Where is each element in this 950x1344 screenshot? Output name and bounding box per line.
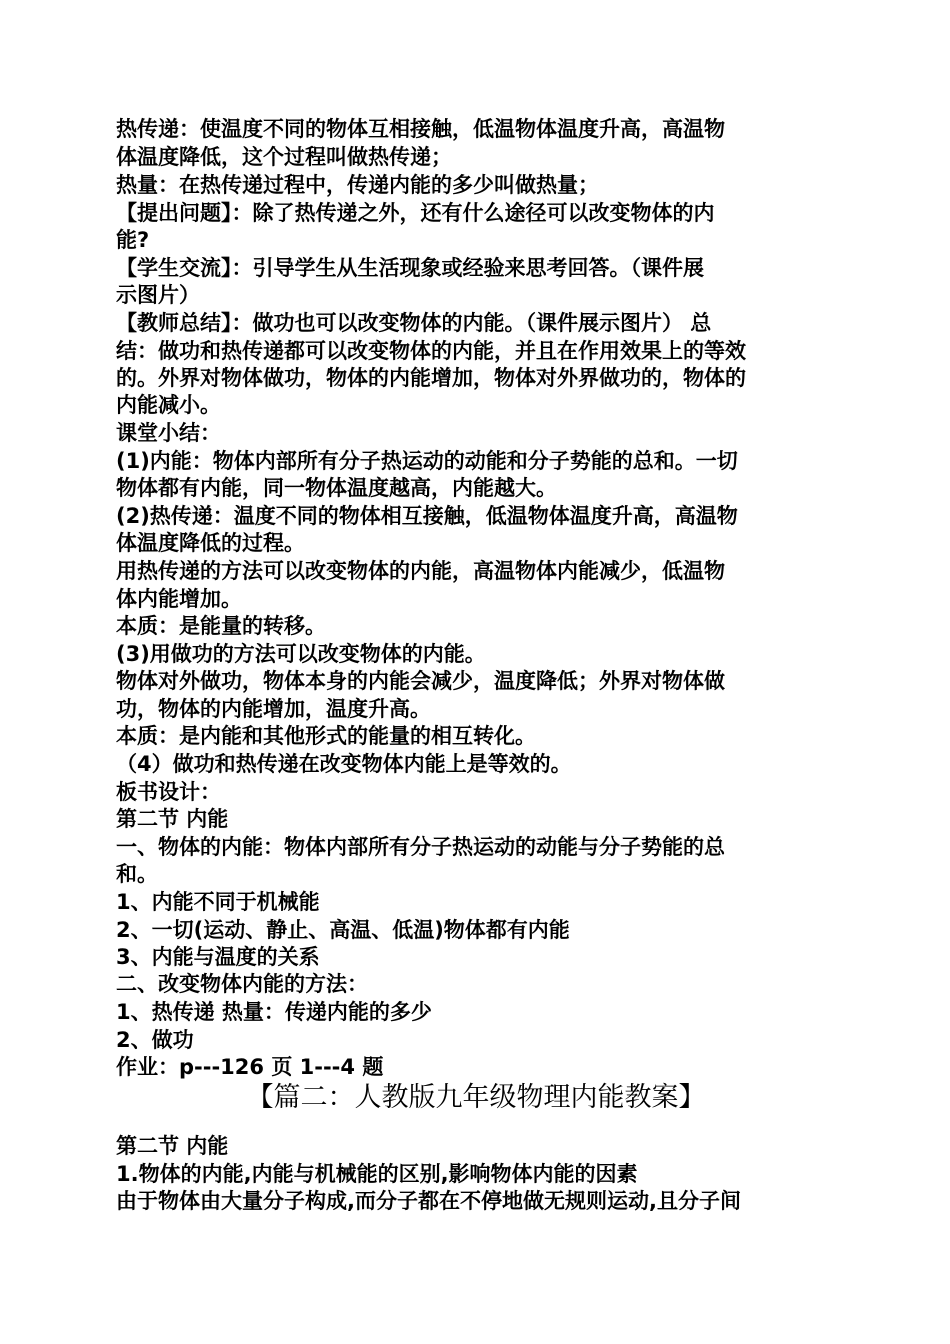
text-line: 课堂小结： [116, 421, 221, 445]
text-line: 【提出问题】：除了热传递之外，还有什么途径可以改变物体的内 [116, 201, 715, 225]
text-line: 作业：p---126 页 1---4 题 [116, 1055, 384, 1079]
text-line: 【学生交流】：引导学生从生活现象或经验来思考回答。（课件展 [116, 256, 704, 280]
text-line: 第二节 内能 [116, 1134, 229, 1158]
section-title: 【篇二：人教版九年级物理内能教案】 [246, 1082, 706, 1113]
text-line: （4）做功和热传递在改变物体内能上是等效的。 [116, 752, 572, 776]
text-line: 3、内能与温度的关系 [116, 945, 320, 969]
text-line: 2、做功 [116, 1028, 194, 1052]
text-line: 二、改变物体内能的方法： [116, 972, 368, 996]
text-line: 体温度降低，这个过程叫做热传递； [116, 145, 452, 169]
text-line: 由于物体由大量分子构成,而分子都在不停地做无规则运动,且分子间 [116, 1189, 741, 1213]
text-line: 能? [116, 228, 150, 252]
text-line: 物体都有内能，同一物体温度越高，内能越大。 [116, 476, 557, 500]
text-line: 一、物体的内能：物体内部所有分子热运动的动能与分子势能的总 [116, 835, 725, 859]
text-line: 结：做功和热传递都可以改变物体的内能，并且在作用效果上的等效 [116, 339, 746, 363]
text-line: (2)热传递：温度不同的物体相互接触，低温物体温度升高，高温物 [116, 504, 738, 528]
text-line: 体内能增加。 [116, 587, 242, 611]
text-line: 1、内能不同于机械能 [116, 890, 320, 914]
text-line: 和。 [116, 862, 158, 886]
text-line: 板书设计： [116, 780, 221, 804]
text-line: 1、热传递 热量：传递内能的多少 [116, 1000, 432, 1024]
text-line: 2、一切(运动、静止、高温、低温)物体都有内能 [116, 918, 570, 942]
text-line: 的。外界对物体做功，物体的内能增加，物体对外界做功的，物体的 [116, 366, 746, 390]
text-line: 功，物体的内能增加，温度升高。 [116, 697, 431, 721]
text-line: 体温度降低的过程。 [116, 531, 305, 555]
text-line: 本质：是能量的转移。 [116, 614, 326, 638]
text-line: 内能减小。 [116, 393, 221, 417]
text-line: (1)内能：物体内部所有分子热运动的动能和分子势能的总和。一切 [116, 449, 738, 473]
text-line: 用热传递的方法可以改变物体的内能，高温物体内能减少，低温物 [116, 559, 725, 583]
text-line: 物体对外做功，物体本身的内能会减少，温度降低；外界对物体做 [116, 669, 725, 693]
text-line: 本质：是内能和其他形式的能量的相互转化。 [116, 724, 536, 748]
text-line: 第二节 内能 [116, 807, 229, 831]
text-line: 【教师总结】：做功也可以改变物体的内能。（课件展示图片） 总 [116, 311, 712, 335]
text-line: 热量：在热传递过程中，传递内能的多少叫做热量； [116, 173, 599, 197]
text-line: 1.物体的内能,内能与机械能的区别,影响物体内能的因素 [116, 1162, 638, 1186]
text-line: (3)用做功的方法可以改变物体的内能。 [116, 642, 486, 666]
text-line: 示图片） [116, 283, 200, 307]
text-line: 热传递：使温度不同的物体互相接触，低温物体温度升高，高温物 [116, 117, 725, 141]
